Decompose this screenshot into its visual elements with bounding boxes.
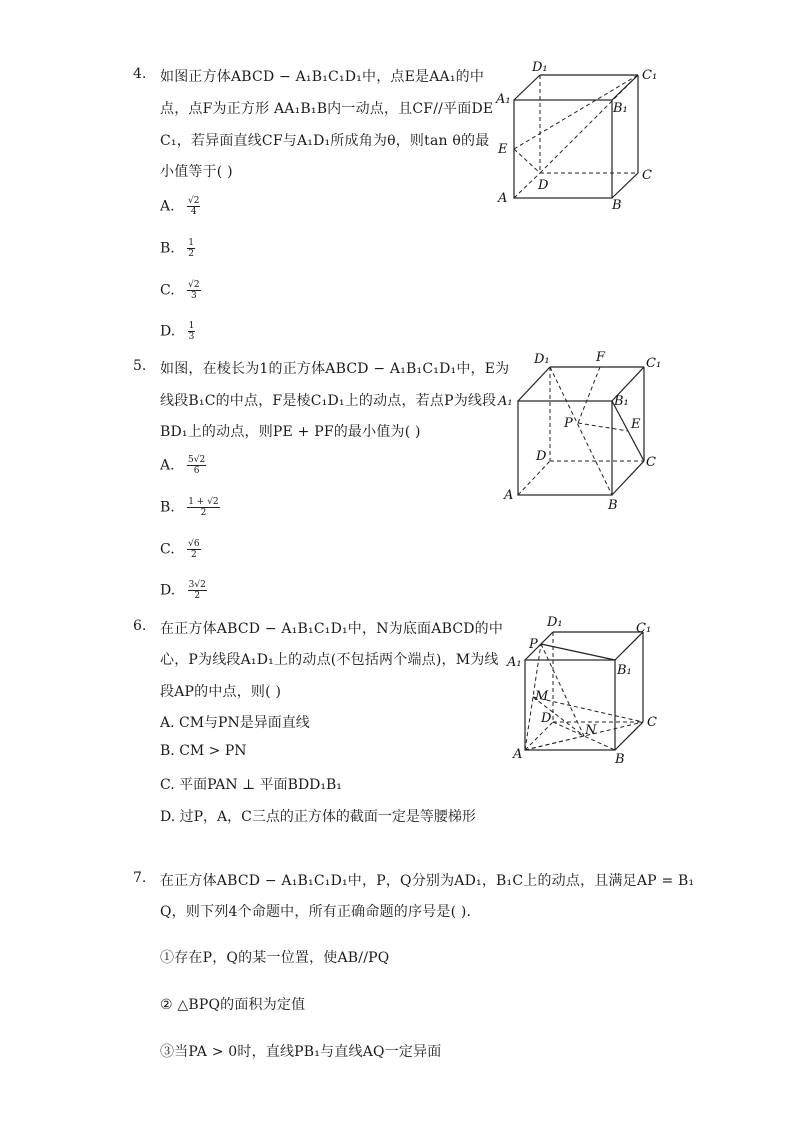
label-D: D: [536, 449, 547, 464]
option-letter: A.: [160, 198, 175, 215]
option-letter: D.: [160, 323, 176, 340]
label-D1: D₁: [547, 615, 563, 630]
label-D1: D₁: [532, 60, 548, 75]
fraction-numerator: 1: [188, 321, 195, 331]
fraction-denominator: 3: [190, 291, 197, 301]
fraction-numerator: 1 + √2: [188, 497, 219, 507]
option-letter: C.: [160, 541, 175, 558]
question-text-line: 在正方体ABCD − A₁B₁C₁D₁中，N为底面ABCD的中: [160, 621, 504, 637]
fraction-denominator: 2: [194, 591, 201, 601]
label-B1: B₁: [613, 101, 628, 116]
question-text-line: 线段B₁C的中点，F是棱C₁D₁上的动点，若点P为线段: [160, 393, 497, 409]
label-A: A: [498, 191, 508, 206]
label-A: A: [504, 488, 514, 503]
fraction-numerator: 3√2: [188, 580, 206, 590]
question-number: 7.: [133, 870, 147, 886]
question-number: 5.: [133, 358, 147, 374]
label-P: P: [564, 416, 573, 431]
statement-1: ①存在P，Q的某一位置，使AB//PQ: [160, 950, 390, 966]
question-text-line: 心，P为线段A₁D₁上的动点(不包括两个端点)，M为线: [160, 652, 499, 668]
label-C: C: [647, 715, 657, 730]
label-F: F: [596, 350, 606, 365]
label-A1: A₁: [496, 92, 511, 107]
fraction-denominator: 2: [190, 550, 197, 560]
question-number: 6.: [133, 618, 147, 634]
label-B1: B₁: [617, 663, 632, 678]
option-a[interactable]: A. CM与PN是异面直线: [160, 715, 310, 731]
option-d[interactable]: [160, 321, 195, 342]
fraction-denominator: 2: [200, 508, 207, 518]
label-E: E: [498, 142, 508, 157]
question-text-line: 如图正方体ABCD − A₁B₁C₁D₁中，点E是AA₁的中: [160, 69, 485, 85]
option-letter: D.: [160, 582, 176, 599]
question-text-line: C₁，若异面直线CF与A₁D₁所成角为θ，则tan θ的最: [160, 133, 490, 149]
fraction-denominator: 4: [190, 207, 197, 217]
label-A1: A₁: [507, 655, 522, 670]
option-a[interactable]: [160, 196, 200, 217]
label-D: D: [541, 711, 552, 726]
fraction-numerator: √6: [188, 539, 200, 549]
statement-2: ② △BPQ的面积为定值: [160, 997, 306, 1013]
label-B: B: [615, 752, 625, 767]
question-text-line: 在正方体ABCD − A₁B₁C₁D₁中，P，Q分别为AD₁，B₁C上的动点，且满足AP = B₁: [160, 873, 695, 889]
label-E: E: [631, 417, 641, 432]
statement-3: ③当PA > 0时，直线PB₁与直线AQ一定异面: [160, 1044, 442, 1060]
option-d[interactable]: D. 过P，A，C三点的正方体的截面一定是等腰梯形: [160, 809, 476, 825]
label-P: P: [529, 637, 538, 652]
option-a[interactable]: [160, 455, 206, 476]
question-text-line: 点，点F为正方形 AA₁B₁B内一动点，且CF//平面DE: [160, 101, 494, 117]
question-text-line: 小值等于( ): [160, 164, 233, 180]
option-letter: A.: [160, 457, 175, 474]
label-A1: A₁: [498, 394, 513, 409]
question-number: 4.: [133, 66, 147, 82]
label-C1: C₁: [636, 621, 652, 636]
fraction-numerator: 1: [188, 238, 194, 248]
cube-figure-q6: [505, 612, 670, 772]
option-letter: C.: [160, 282, 175, 299]
fraction-numerator: √2: [188, 196, 200, 206]
cube-figure-q4: [490, 55, 670, 215]
cube-figure-q5: [490, 345, 670, 515]
option-c[interactable]: [160, 539, 201, 560]
label-N: N: [585, 723, 597, 738]
label-C1: C₁: [642, 68, 658, 83]
question-text-line: BD₁上的动点，则PE + PF的最小值为( ): [160, 424, 421, 440]
label-B: B: [612, 198, 622, 213]
label-B: B: [608, 498, 618, 513]
option-d[interactable]: [160, 580, 207, 601]
label-B1: B₁: [614, 394, 629, 409]
option-b[interactable]: [160, 238, 195, 259]
question-text-line: 如图，在棱长为1的正方体ABCD − A₁B₁C₁D₁中，E为: [160, 361, 510, 377]
option-c[interactable]: C. 平面PAN ⊥ 平面BDD₁B₁: [160, 777, 342, 793]
option-b[interactable]: B. CM > PN: [160, 743, 247, 759]
fraction-denominator: 6: [193, 466, 200, 476]
option-c[interactable]: [160, 280, 201, 301]
question-text-line: 段AP的中点，则( ): [160, 684, 282, 700]
label-D: D: [538, 178, 549, 193]
label-M: M: [535, 689, 549, 704]
label-A: A: [513, 747, 523, 762]
fraction-numerator: 5√2: [188, 455, 206, 465]
label-C1: C₁: [646, 356, 662, 371]
fraction-denominator: 3: [188, 332, 195, 342]
option-letter: B.: [160, 240, 175, 257]
option-b[interactable]: [160, 497, 220, 518]
label-C: C: [642, 168, 652, 183]
option-letter: B.: [160, 499, 175, 516]
label-D1: D₁: [534, 352, 550, 367]
fraction-numerator: √2: [188, 280, 200, 290]
question-text-line: Q，则下列4个命题中，所有正确命题的序号是( ).: [160, 904, 472, 920]
fraction-denominator: 2: [188, 249, 194, 259]
label-C: C: [646, 455, 656, 470]
